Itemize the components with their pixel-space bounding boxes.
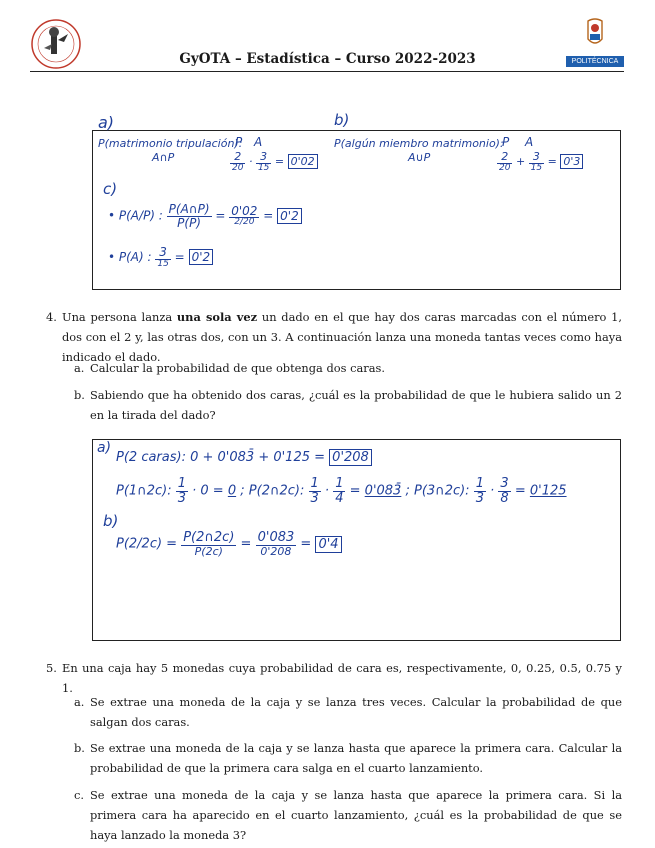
fraction: $\frac{3}{15}$ [257, 150, 270, 173]
box1-a-calc: $\frac{2}{20}$ · $\frac{3}{15}$ = 0'02 [230, 151, 318, 173]
q5-c-text: Se extrae una moneda de la caja y se lanza hasta que aparece la primera cara. Si la primera cara ha aparecido en el cuarto lanzamiento, ¿cuál es la probabilidad de que se haya lanzado la moneda 3? [90, 788, 622, 842]
fraction: $\frac{1}{3}$ [475, 476, 484, 506]
q4-a-letter: a. [74, 361, 85, 375]
box1-a-label: a) [98, 113, 115, 132]
box2-line2: P(1∩2c): $\frac{1}{3}$ · 0 = 0 ; P(2∩2c): $\frac{1}{3}$ · $\frac{1}{4}$ = 0'083̄ ; P(3∩2c): $\frac{1}{3}$ · $\frac{3}{8}$ = 0'125 [116, 476, 567, 506]
box1-b-set: A∪P [408, 151, 431, 164]
header-rule [30, 71, 624, 72]
result-underlined: 0'083̄ [364, 483, 402, 499]
crest-icon [566, 17, 624, 51]
result-boxed: 0'208 [329, 449, 372, 466]
result-boxed: 0'02 [288, 154, 318, 169]
q4-text: Una persona lanza una sola vez un dado en el que hay dos caras marcadas con el número 1, dos con el 2 y, las otras dos, con un 3. A continuación lanza una moneda tantas veces como haya indicado el dado. [62, 310, 623, 364]
result-boxed: 0'4 [315, 536, 341, 553]
q5-b-letter: b. [74, 741, 85, 755]
box1-b-calc: $\frac{2}{20}$ + $\frac{3}{15}$ = 0'3 [497, 151, 583, 173]
fraction: $\frac{3}{8}$ [500, 476, 509, 506]
q5-a-text: Se extrae una moneda de la caja y se lanza tres veces. Calcular la probabilidad de que salgan dos caras. [90, 695, 622, 729]
box2-a-label: a) [97, 440, 112, 456]
box2-b-label: b) [103, 512, 119, 530]
fraction: $\frac{P(A\cap P)}{P(P)}$ [168, 202, 210, 230]
box1-a-expr: P(matrimonio tripulación): [98, 137, 243, 150]
box1-b-expr: P(algún miembro matrimonio): [334, 137, 504, 150]
fraction: $\frac{1}{3}$ [177, 476, 186, 506]
fraction: $\frac{2}{20}$ [499, 150, 511, 173]
box1-c-label: c) [103, 180, 118, 198]
box1-b-pa: P A [502, 135, 534, 149]
box1-c2: • P(A) : $\frac{3}{15}$ = 0'2 [108, 246, 213, 269]
result-underlined: 0'125 [529, 483, 567, 499]
q4-b-letter: b. [74, 388, 85, 402]
fraction: $\frac{0'083}{0'208}$ [257, 530, 295, 558]
fraction: $\frac{3}{15}$ [530, 150, 543, 173]
fraction: $\frac{1}{4}$ [335, 476, 344, 506]
q5-text: En una caja hay 5 monedas cuya probabilidad de cara es, respectivamente, 0, 0.25, 0.5, 0.75 y 1. [62, 661, 622, 695]
q4-a-text: Calcular la probabilidad de que obtenga dos caras. [90, 361, 385, 375]
fraction: $\frac{2}{20}$ [232, 150, 244, 173]
q4-b-text: Sabiendo que ha obtenido dos caras, ¿cuál es la probabilidad de que le hubiera salido un 2 en la tirada del dado? [90, 388, 622, 422]
result-underlined: 0 [227, 483, 237, 499]
box1-c1: • P(A/P) : $\frac{P(A\cap P)}{P(P)}$ = $\frac{0'02}{2/20}$ = 0'2 [108, 203, 302, 229]
page-title: GyOTA – Estadística – Curso 2022-2023 [179, 51, 476, 67]
box1-a-pa: P A [235, 135, 263, 149]
result-boxed: 0'2 [277, 208, 302, 224]
result-boxed: 0'3 [560, 154, 583, 169]
q4-number: 4. [46, 310, 57, 324]
box1-a-set: A∩P [152, 151, 175, 164]
result-boxed: 0'2 [189, 249, 214, 265]
q5-b-text: Se extrae una moneda de la caja y se lanza hasta que aparece la primera cara. Calcular la probabilidad de que la primera cara salga en el cuarto lanzamiento. [90, 741, 622, 775]
q5-a-letter: a. [74, 695, 85, 709]
q4-bold: una sola vez [176, 310, 258, 324]
right-logo [566, 17, 624, 63]
fraction: $\frac{P(2\cap 2c)}{P(2c)}$ [183, 530, 235, 558]
box2-line1: P(2 caras): 0 + 0'083̄ + 0'125 = 0'208 [116, 450, 372, 465]
q5-number: 5. [46, 661, 57, 675]
fraction: $\frac{0'02}{2/20}$ [231, 203, 258, 228]
box1-b-label: b) [334, 111, 350, 129]
politecnica-label: POLITÉCNICA [566, 56, 624, 67]
fraction: $\frac{1}{3}$ [310, 476, 319, 506]
q5-c-letter: c. [74, 788, 85, 802]
fraction: $\frac{3}{15}$ [157, 245, 169, 269]
box2-b-line: P(2/2c) = $\frac{P(2\cap 2c)}{P(2c)}$ = $\frac{0'083}{0'208}$ = 0'4 [116, 531, 342, 557]
